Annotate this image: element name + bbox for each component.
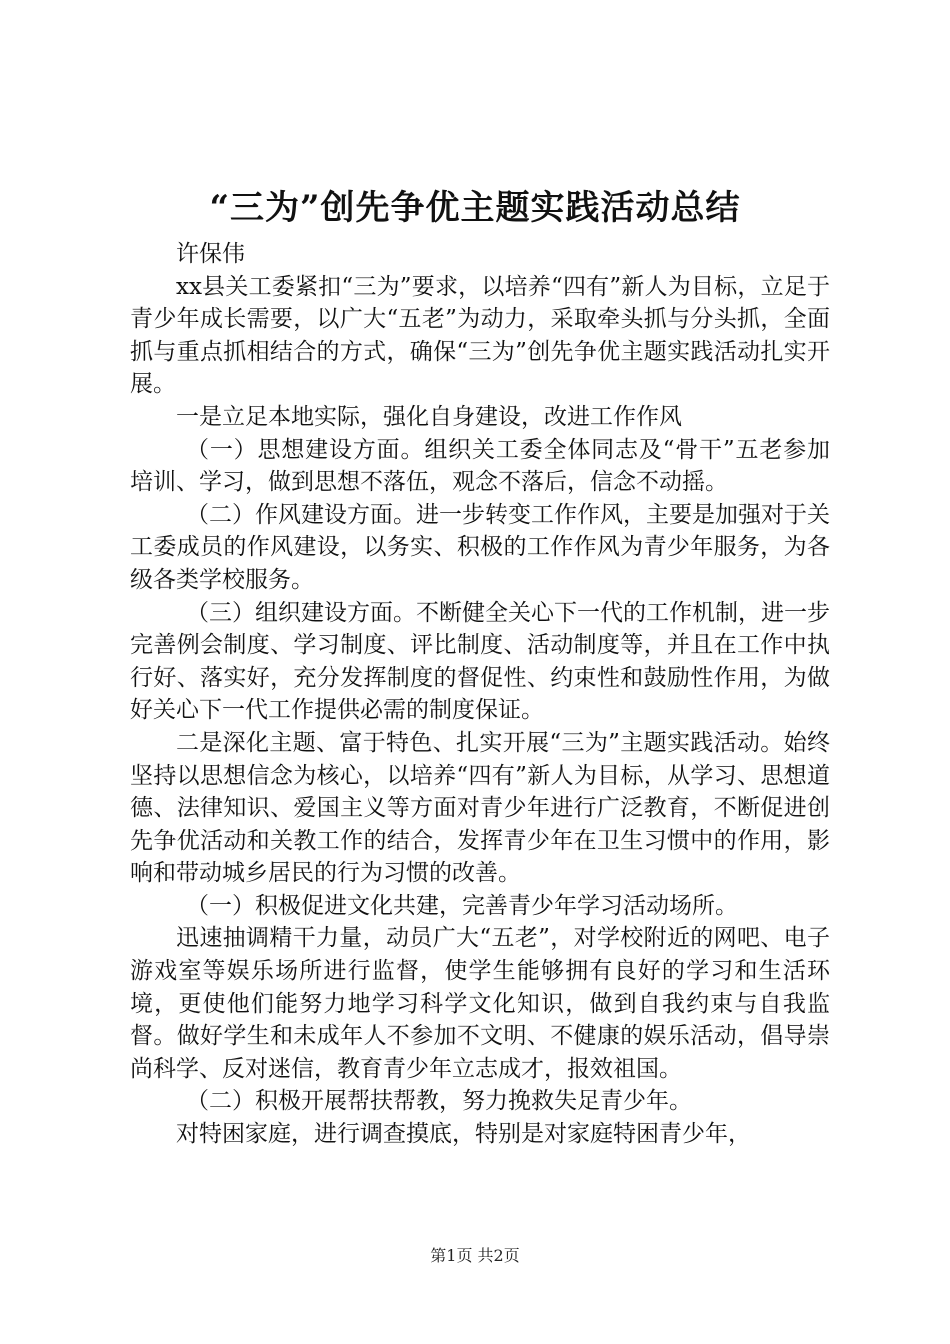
page-number-footer: 第1页 共2页 [430, 1246, 520, 1265]
paragraph-intro: xx县关工委紧扣“三为”要求，以培养“四有”新人为目标，立足于青少年成长需要，以广大“五老”为动力，采取牵头抓与分头抓，全面抓与重点抓相结合的方式，确保“三为”创先争优主题实践活动扎实开展。 [130, 273, 830, 398]
paragraph-style-building: （二）作风建设方面。进一步转变工作作风，主要是加强对于关工委成员的作风建设，以务实、积极的工作作风为青少年服务，为各级各类学校服务。 [130, 501, 830, 593]
paragraph-supervision: 迅速抽调精干力量，动员广大“五老”，对学校附近的网吧、电子游戏室等娱乐场所进行监督，使学生能够拥有良好的学习和生活环境，更使他们能努力地学习科学文化知识，做到自我约束与自我监督。做好学生和未成年人不参加不文明、不健康的娱乐活动，倡导崇尚科学、反对迷信，教育青少年立志成才，报效祖国。 [130, 925, 830, 1082]
subheading-culture: （一）积极促进文化共建，完善青少年学习活动场所。 [186, 892, 738, 919]
author-name: 许保伟 [176, 241, 245, 267]
section-heading-two: 二是深化主题、富于特色、扎实开展“三为”主题实践活动。始终坚持以思想信念为核心，以培养“四有”新人为目标，从学习、思想道德、法律知识、爱国主义等方面对青少年进行广泛教育，不断促进创先争优活动和关教工作的结合，发挥青少年在卫生习惯中的作用，影响和带动城乡居民的行为习惯的改善。 [130, 729, 830, 887]
subheading-assistance: （二）积极开展帮扶帮教，努力挽救失足青少年。 [186, 1088, 692, 1115]
paragraph-families: 对特困家庭，进行调查摸底，特别是对家庭特困青少年， [176, 1121, 751, 1148]
document-title: “三为”创先争优主题实践活动总结 [209, 188, 741, 228]
document-body [130, 238, 830, 1151]
paragraph-thought-building: （一）思想建设方面。组织关工委全体同志及“骨干”五老参加培训、学习，做到思想不落伍，观念不落后，信念不动摇。 [130, 436, 830, 496]
paragraph-organization-building: （三）组织建设方面。不断健全关心下一代的工作机制，进一步完善例会制度、学习制度、评比制度、活动制度等，并且在工作中执行好、落实好，充分发挥制度的督促性、约束性和鼓励性作用，为做好关心下一代工作提供必需的制度保证。 [130, 599, 830, 724]
section-heading-one: 一是立足本地实际，强化自身建设，改进工作作风 [176, 403, 682, 430]
